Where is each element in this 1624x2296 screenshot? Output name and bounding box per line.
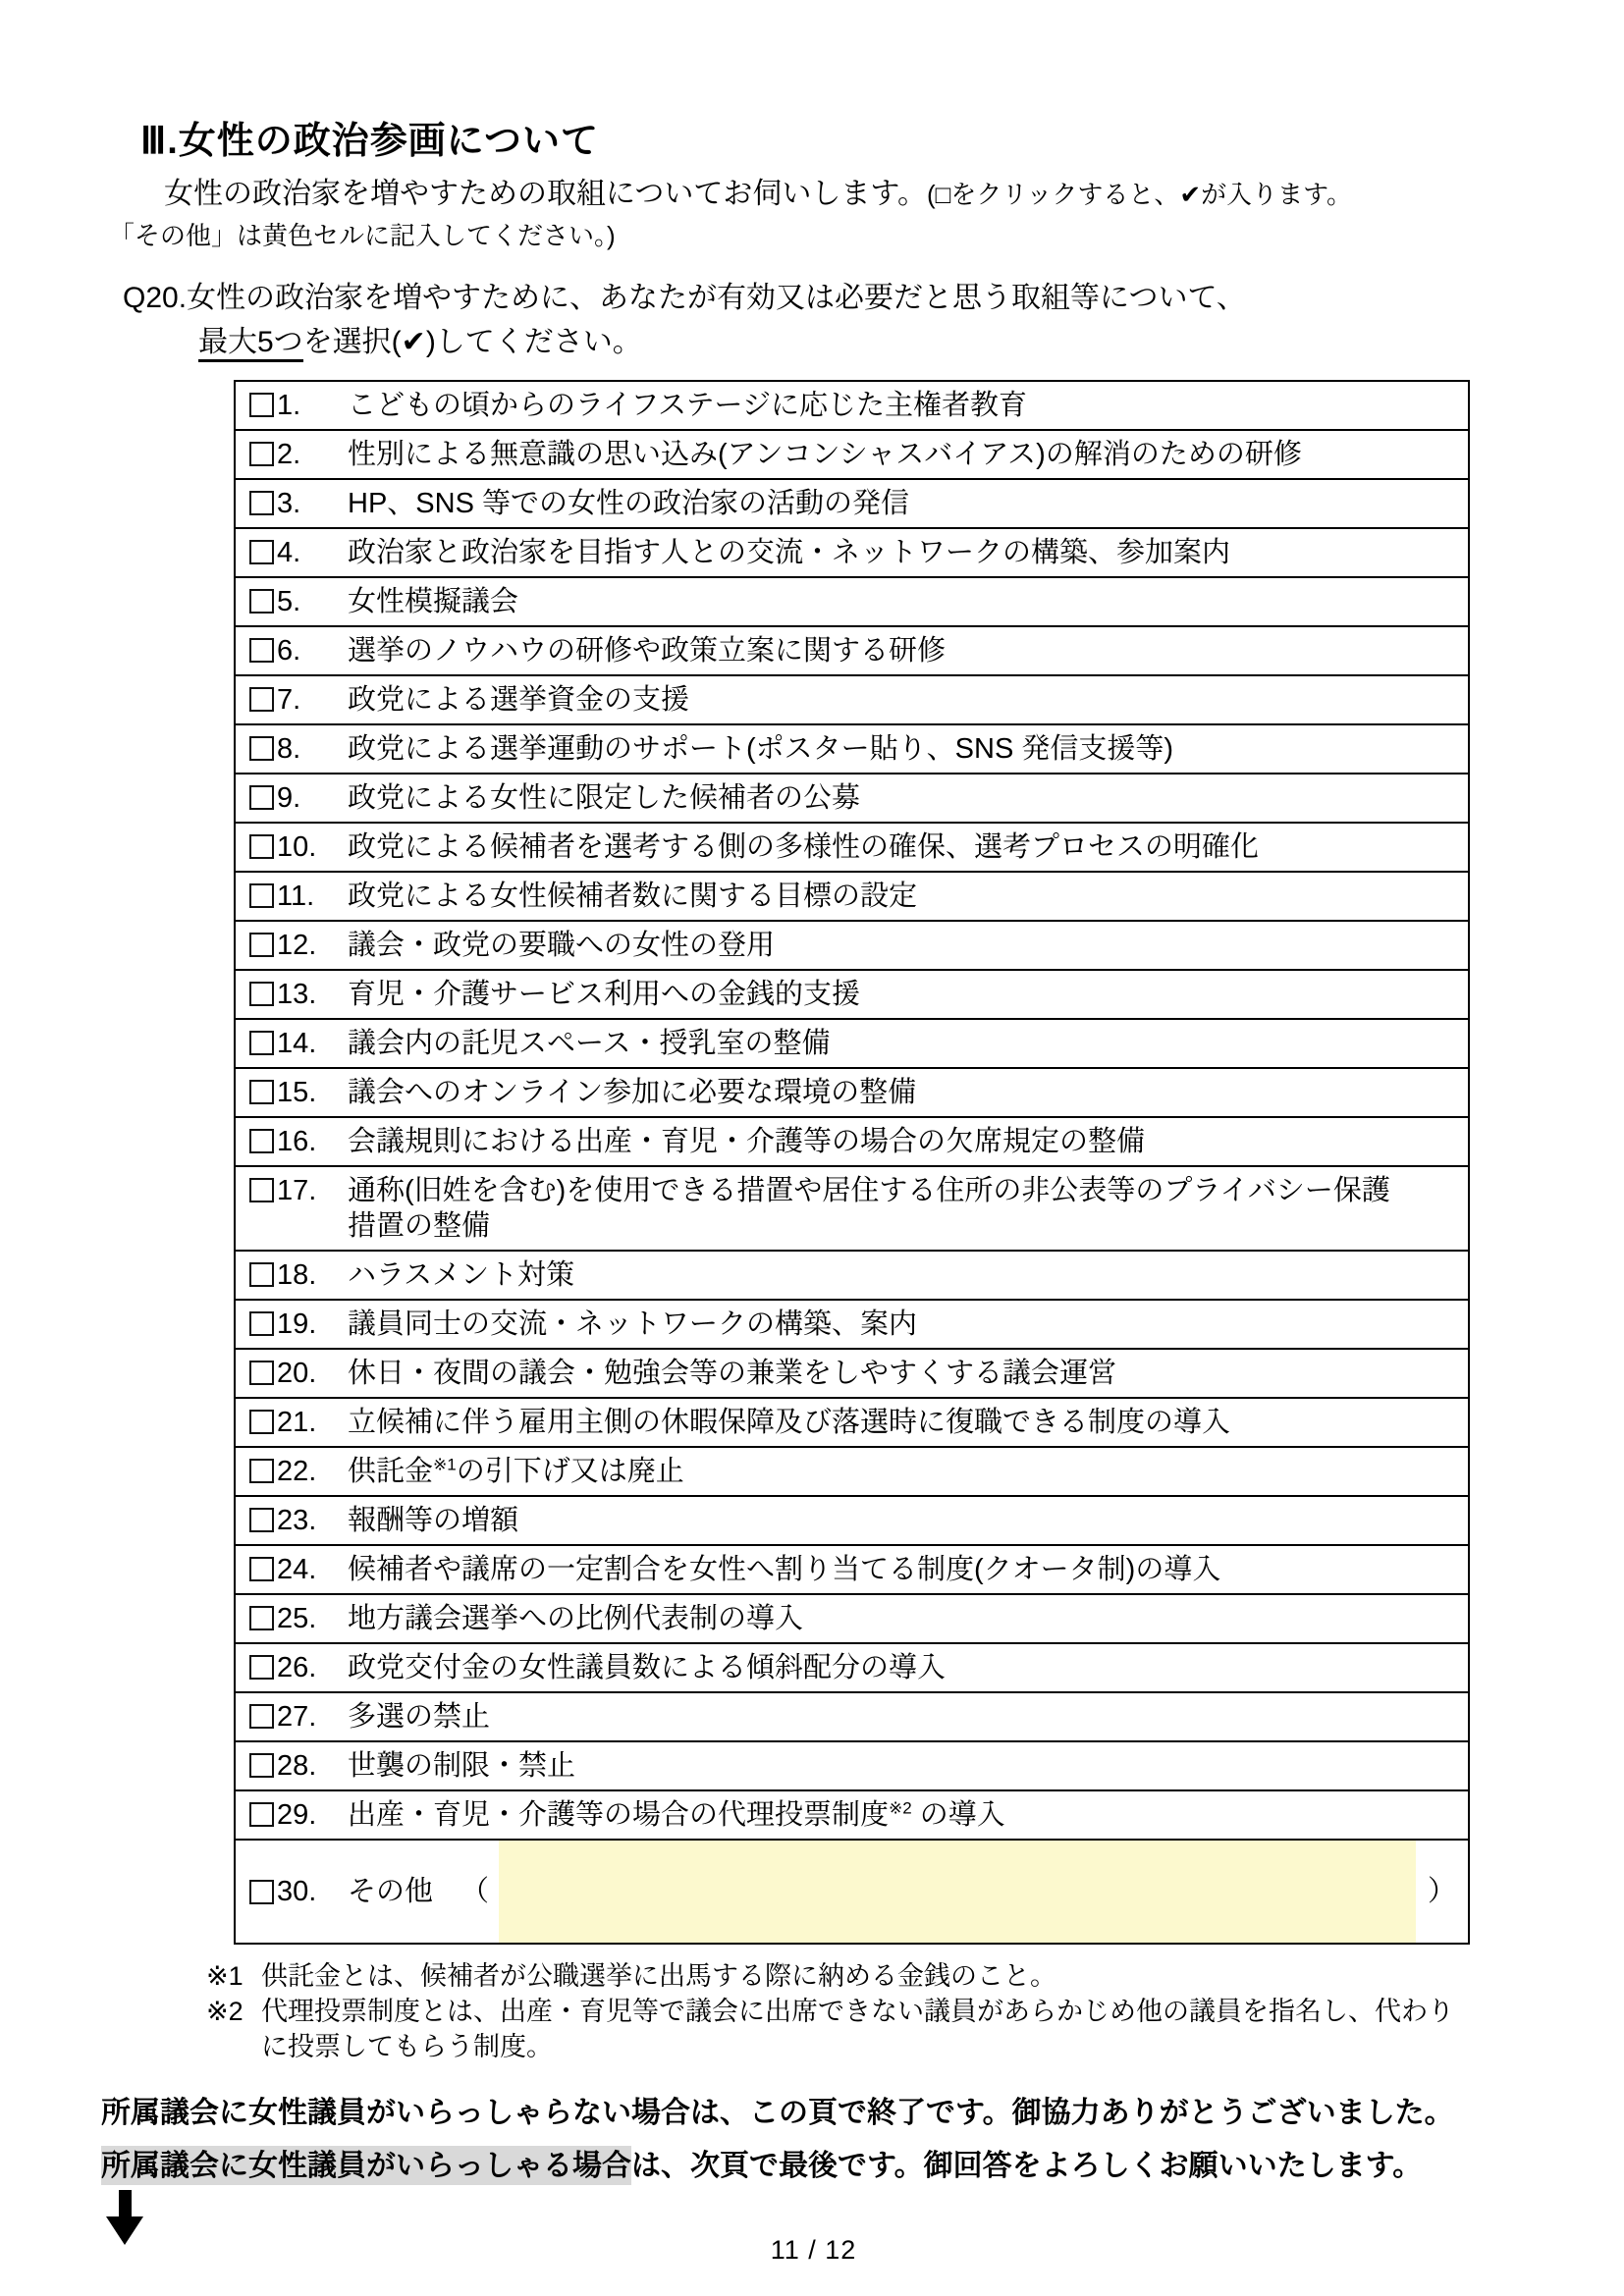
option-text: 候補者や議席の一定割合を女性へ割り当てる制度(クオータ制)の導入 [348, 1554, 1221, 1585]
option-text: 出産・育児・介護等の場合の代理投票制度 [348, 1799, 890, 1831]
option-text: こどもの頃からのライフステージに応じた主権者教育 [348, 390, 1027, 421]
option-numcol [249, 1552, 348, 1587]
question-number: Q20. [123, 282, 188, 314]
option-checkbox[interactable] [249, 491, 274, 515]
option-text: 多選の禁止 [348, 1701, 491, 1733]
option-row-20 [236, 1348, 1468, 1397]
option-checkbox[interactable] [249, 933, 274, 957]
option-row-4 [236, 527, 1468, 576]
page-number: 11 / 12 [770, 2235, 857, 2265]
option-label [348, 928, 1458, 963]
footnote-marker: ※1 [206, 1961, 244, 1991]
option-text: 休日・夜間の議会・勉強会等の兼業をしやすくする議会運営 [348, 1358, 1117, 1389]
option-row-16 [236, 1116, 1468, 1165]
option-checkbox[interactable] [249, 540, 274, 564]
option-numcol [249, 1454, 348, 1489]
option-number: 11. [277, 881, 315, 912]
option-label [348, 584, 1458, 619]
option-text: 議員同士の交流・ネットワークの構築、案内 [348, 1308, 918, 1340]
option-checkbox[interactable] [249, 1361, 274, 1385]
option-row-3 [236, 478, 1468, 527]
option-checkbox[interactable] [249, 442, 274, 466]
option-text: 立候補に伴う雇用主側の休暇保障及び落選時に復職できる制度の導入 [348, 1407, 1231, 1438]
question-line2 [198, 320, 1526, 364]
option-number: 17. [277, 1175, 317, 1206]
option-checkbox[interactable] [249, 393, 274, 417]
option-row-9 [236, 773, 1468, 822]
option-label [348, 388, 1458, 423]
option-numcol [249, 437, 348, 472]
option-label [348, 486, 1458, 521]
intro-note-part1: (□をクリックすると、✔が入ります。 [927, 180, 1353, 209]
option-numcol [249, 1257, 348, 1293]
option-checkbox[interactable] [249, 1311, 274, 1336]
option-row-25 [236, 1593, 1468, 1642]
option-number: 24. [277, 1554, 317, 1585]
option-label [348, 633, 1458, 668]
option-label [348, 829, 1458, 865]
option-label [348, 1748, 1458, 1784]
option-row-24 [236, 1544, 1468, 1593]
option-checkbox[interactable] [249, 1080, 274, 1104]
option-label [348, 1503, 1458, 1538]
option-number: 14. [277, 1028, 317, 1059]
option-text: 供託金 [348, 1456, 434, 1487]
closing-highlighted-phrase: 所属議会に女性議員がいらっしゃる場合 [101, 2146, 631, 2185]
option-text: HP、SNS 等での女性の政治家の活動の発信 [348, 488, 909, 519]
option-numcol [249, 829, 348, 865]
open-paren: （ [460, 1876, 490, 1907]
option-text: の導入 [911, 1799, 1005, 1831]
option-row-2 [236, 429, 1468, 478]
option-number: 6. [277, 635, 301, 667]
option-number: 25. [277, 1603, 317, 1634]
option-row-22 [236, 1446, 1468, 1495]
option-label [348, 1454, 1458, 1489]
section-title: Ⅲ.女性の政治参画について [140, 121, 599, 162]
option-number: 27. [277, 1701, 317, 1733]
option-row-23 [236, 1495, 1468, 1544]
option-row-30 [236, 1839, 1468, 1943]
option-label [348, 780, 1458, 816]
option-row-10 [236, 822, 1468, 871]
option-row-7 [236, 674, 1468, 723]
option-text: 政治家と政治家を目指す人との交流・ネットワークの構築、参加案内 [348, 537, 1231, 568]
option-label [348, 731, 1458, 767]
option-number: 2. [277, 439, 301, 470]
option-checkbox[interactable] [249, 1410, 274, 1434]
option-numcol [249, 1075, 348, 1110]
option-number: 13. [277, 979, 317, 1010]
option-checkbox[interactable] [249, 1178, 274, 1202]
option-checkbox[interactable] [249, 1459, 274, 1483]
option-label [348, 1552, 1458, 1587]
option-number: 10. [277, 831, 317, 863]
footnotes-block [206, 1958, 1526, 2064]
option-label [348, 977, 1458, 1012]
option-text: 報酬等の増額 [348, 1505, 519, 1536]
option-label [348, 535, 1458, 570]
option-text: 措置の整備 [348, 1210, 491, 1242]
footnote-marker: ※2 [206, 1997, 244, 2026]
option-number: 16. [277, 1126, 317, 1157]
page-footer [101, 2190, 1526, 2296]
option-label [348, 1797, 1458, 1833]
intro-main-text: 女性の政治家を増やすための取組についてお伺いします。 [164, 178, 927, 210]
option-checkbox[interactable] [249, 736, 274, 761]
option-numcol [249, 1173, 348, 1208]
option-checkbox[interactable] [249, 1031, 274, 1055]
option-numcol [249, 535, 348, 570]
option-checkbox[interactable] [249, 687, 274, 712]
question-text: 女性の政治家を増やすために、あなたが有効又は必要だと思う取組等について、 [187, 282, 1246, 314]
option-checkbox[interactable] [249, 785, 274, 810]
option-row-12 [236, 920, 1468, 969]
option-row-5 [236, 576, 1468, 625]
option-row-11 [236, 871, 1468, 920]
intro-note-part2: 「その他」は黄色セルに記入してください。) [109, 221, 616, 250]
option-label [348, 1075, 1458, 1110]
other-input-cell[interactable] [499, 1841, 1416, 1943]
option-numcol [249, 486, 348, 521]
option-number: 9. [277, 782, 301, 814]
option-text: 議会へのオンライン参加に必要な環境の整備 [348, 1077, 917, 1108]
option-text: 政党による女性に限定した候補者の公募 [348, 782, 861, 814]
option-number: 28. [277, 1750, 317, 1782]
option-label [348, 682, 1458, 718]
option-checkbox[interactable] [249, 1606, 274, 1630]
option-text: 政党による選挙資金の支援 [348, 684, 690, 716]
option-text: 育児・介護サービス利用への金銭的支援 [348, 979, 861, 1010]
option-number: 15. [277, 1077, 317, 1108]
option-row-29 [236, 1789, 1468, 1839]
option-text: 政党による候補者を選考する側の多様性の確保、選考プロセスの明確化 [348, 831, 1260, 863]
option-number: 26. [277, 1652, 317, 1683]
option-row-27 [236, 1691, 1468, 1740]
option-row-13 [236, 969, 1468, 1018]
option-text: 通称(旧姓を含む)を使用できる措置や居住する住所の非公表等のプライバシー保護 [348, 1175, 1390, 1206]
option-label: その他 [348, 1876, 434, 1907]
option-numcol [249, 731, 348, 767]
option-checkbox[interactable] [249, 834, 274, 859]
option-numcol [249, 1748, 348, 1784]
option-numcol [249, 633, 348, 668]
option-row-6 [236, 625, 1468, 674]
option-text: 政党による女性候補者数に関する目標の設定 [348, 881, 918, 912]
option-row-15 [236, 1067, 1468, 1116]
option-numcol [249, 682, 348, 718]
option-text: の引下げ又は廃止 [456, 1456, 684, 1487]
footnote-text: 供託金とは、候補者が公職選挙に出馬する際に納める金銭のこと。 [261, 1961, 1056, 1991]
option-checkbox[interactable] [249, 883, 274, 908]
option-number: 4. [277, 537, 301, 568]
option-row-18 [236, 1250, 1468, 1299]
option-label [348, 1257, 1458, 1293]
option-numcol [249, 1405, 348, 1440]
option-checkbox[interactable] [249, 589, 274, 614]
max-select-underlined: 最大5つ [198, 326, 303, 362]
option-label [348, 1601, 1458, 1636]
option-label [348, 1650, 1458, 1685]
question-line1 [123, 276, 1526, 320]
option-numcol [249, 1650, 348, 1685]
option-text: 地方議会選挙への比例代表制の導入 [348, 1603, 804, 1634]
option-numcol [249, 388, 348, 423]
option-number: 19. [277, 1308, 317, 1340]
down-arrow-stem [119, 2190, 132, 2216]
option-numcol [249, 977, 348, 1012]
option-numcol [249, 879, 348, 914]
option-number: 12. [277, 930, 317, 961]
option-numcol [249, 1503, 348, 1538]
option-text: 女性模擬議会 [348, 586, 519, 617]
option-numcol [249, 1026, 348, 1061]
option-label [348, 437, 1458, 472]
option-text: 政党交付金の女性議員数による傾斜配分の導入 [348, 1652, 947, 1683]
option-checkbox[interactable] [249, 1655, 274, 1680]
option-text: 政党による選挙運動のサポート(ポスター貼り、SNS 発信支援等) [348, 733, 1174, 765]
option-numcol [249, 928, 348, 963]
option-numcol [249, 1124, 348, 1159]
option-numcol [249, 1307, 348, 1342]
option-checkbox[interactable] [249, 1262, 274, 1287]
option-number: 29. [277, 1799, 317, 1831]
option-label [348, 1307, 1458, 1342]
option-row-17 [236, 1165, 1468, 1250]
option-label [348, 1356, 1458, 1391]
footnote-text: 代理投票制度とは、出産・育児等で議会に出席できない議員があらかじめ他の議員を指名し、代わり に投票してもらう制度。 [261, 1997, 1454, 2061]
option-label [348, 1699, 1458, 1735]
option-number: 3. [277, 488, 301, 519]
option-numcol [249, 1699, 348, 1735]
option-row-26 [236, 1642, 1468, 1691]
option-number: 8. [277, 733, 301, 765]
option-number: 20. [277, 1358, 317, 1389]
option-checkbox[interactable] [249, 1557, 274, 1581]
closing-line2-rest: は、次頁で最後です。御回答をよろしくお願いいたします。 [631, 2150, 1423, 2182]
option-label [348, 879, 1458, 914]
option-checkbox[interactable] [249, 1880, 274, 1904]
option-number: 18. [277, 1259, 317, 1291]
option-text: 議会内の託児スペース・授乳室の整備 [348, 1028, 831, 1059]
option-checkbox[interactable] [249, 1802, 274, 1827]
option-text: ハラスメント対策 [348, 1259, 575, 1291]
option-number: 5. [277, 586, 301, 617]
option-numcol [249, 1601, 348, 1636]
option-label [348, 1173, 1458, 1244]
option-row-8 [236, 723, 1468, 773]
option-text: 世襲の制限・禁止 [348, 1750, 576, 1782]
footnote-1 [206, 1958, 1526, 1994]
option-checkbox[interactable] [249, 982, 274, 1006]
question-line2-rest: を選択(✔)してください。 [302, 326, 642, 358]
option-number: 21. [277, 1407, 317, 1438]
option-label [348, 1026, 1458, 1061]
option-label [348, 1124, 1458, 1159]
closing-block [101, 2094, 1526, 2186]
option-text: 性別による無意識の思い込み(アンコンシャスバイアス)の解消のための研修 [348, 439, 1302, 470]
intro-paragraph [109, 174, 1526, 256]
option-checkbox[interactable] [249, 1753, 274, 1778]
option-checkbox[interactable] [249, 1129, 274, 1153]
option-number: 23. [277, 1505, 317, 1536]
option-row-21 [236, 1397, 1468, 1446]
footnote-ref: ※1 [433, 1455, 457, 1474]
option-numcol [249, 1797, 348, 1833]
option-row-19 [236, 1299, 1468, 1348]
option-numcol [249, 584, 348, 619]
option-row-14 [236, 1018, 1468, 1067]
option-numcol [249, 1874, 348, 1909]
option-checkbox[interactable] [249, 1508, 274, 1532]
option-row-1 [236, 382, 1468, 429]
close-paren: ） [1427, 1876, 1456, 1907]
option-checkbox[interactable] [249, 1704, 274, 1729]
closing-line-no-women: 所属議会に女性議員がいらっしゃらない場合は、この頁で終了です。御協力ありがとうございました。 [101, 2097, 1454, 2129]
option-number: 1. [277, 390, 301, 421]
option-label [348, 1405, 1458, 1440]
option-text: 選挙のノウハウの研修や政策立案に関する研修 [348, 635, 947, 667]
option-row-28 [236, 1740, 1468, 1789]
option-text: 議会・政党の要職への女性の登用 [348, 930, 776, 961]
option-text: 会議規則における出産・育児・介護等の場合の欠席規定の整備 [348, 1126, 1146, 1157]
option-number: 7. [277, 684, 301, 716]
option-numcol [249, 1356, 348, 1391]
footnote-ref: ※2 [889, 1798, 912, 1818]
option-checkbox[interactable] [249, 638, 274, 663]
footnote-2 [206, 1994, 1526, 2064]
options-table [234, 380, 1470, 1945]
option-number: 22. [277, 1456, 317, 1487]
closing-line-with-women [101, 2147, 1526, 2186]
option-number: 30. [277, 1876, 317, 1907]
option-numcol [249, 780, 348, 816]
question-q20 [123, 276, 1526, 364]
